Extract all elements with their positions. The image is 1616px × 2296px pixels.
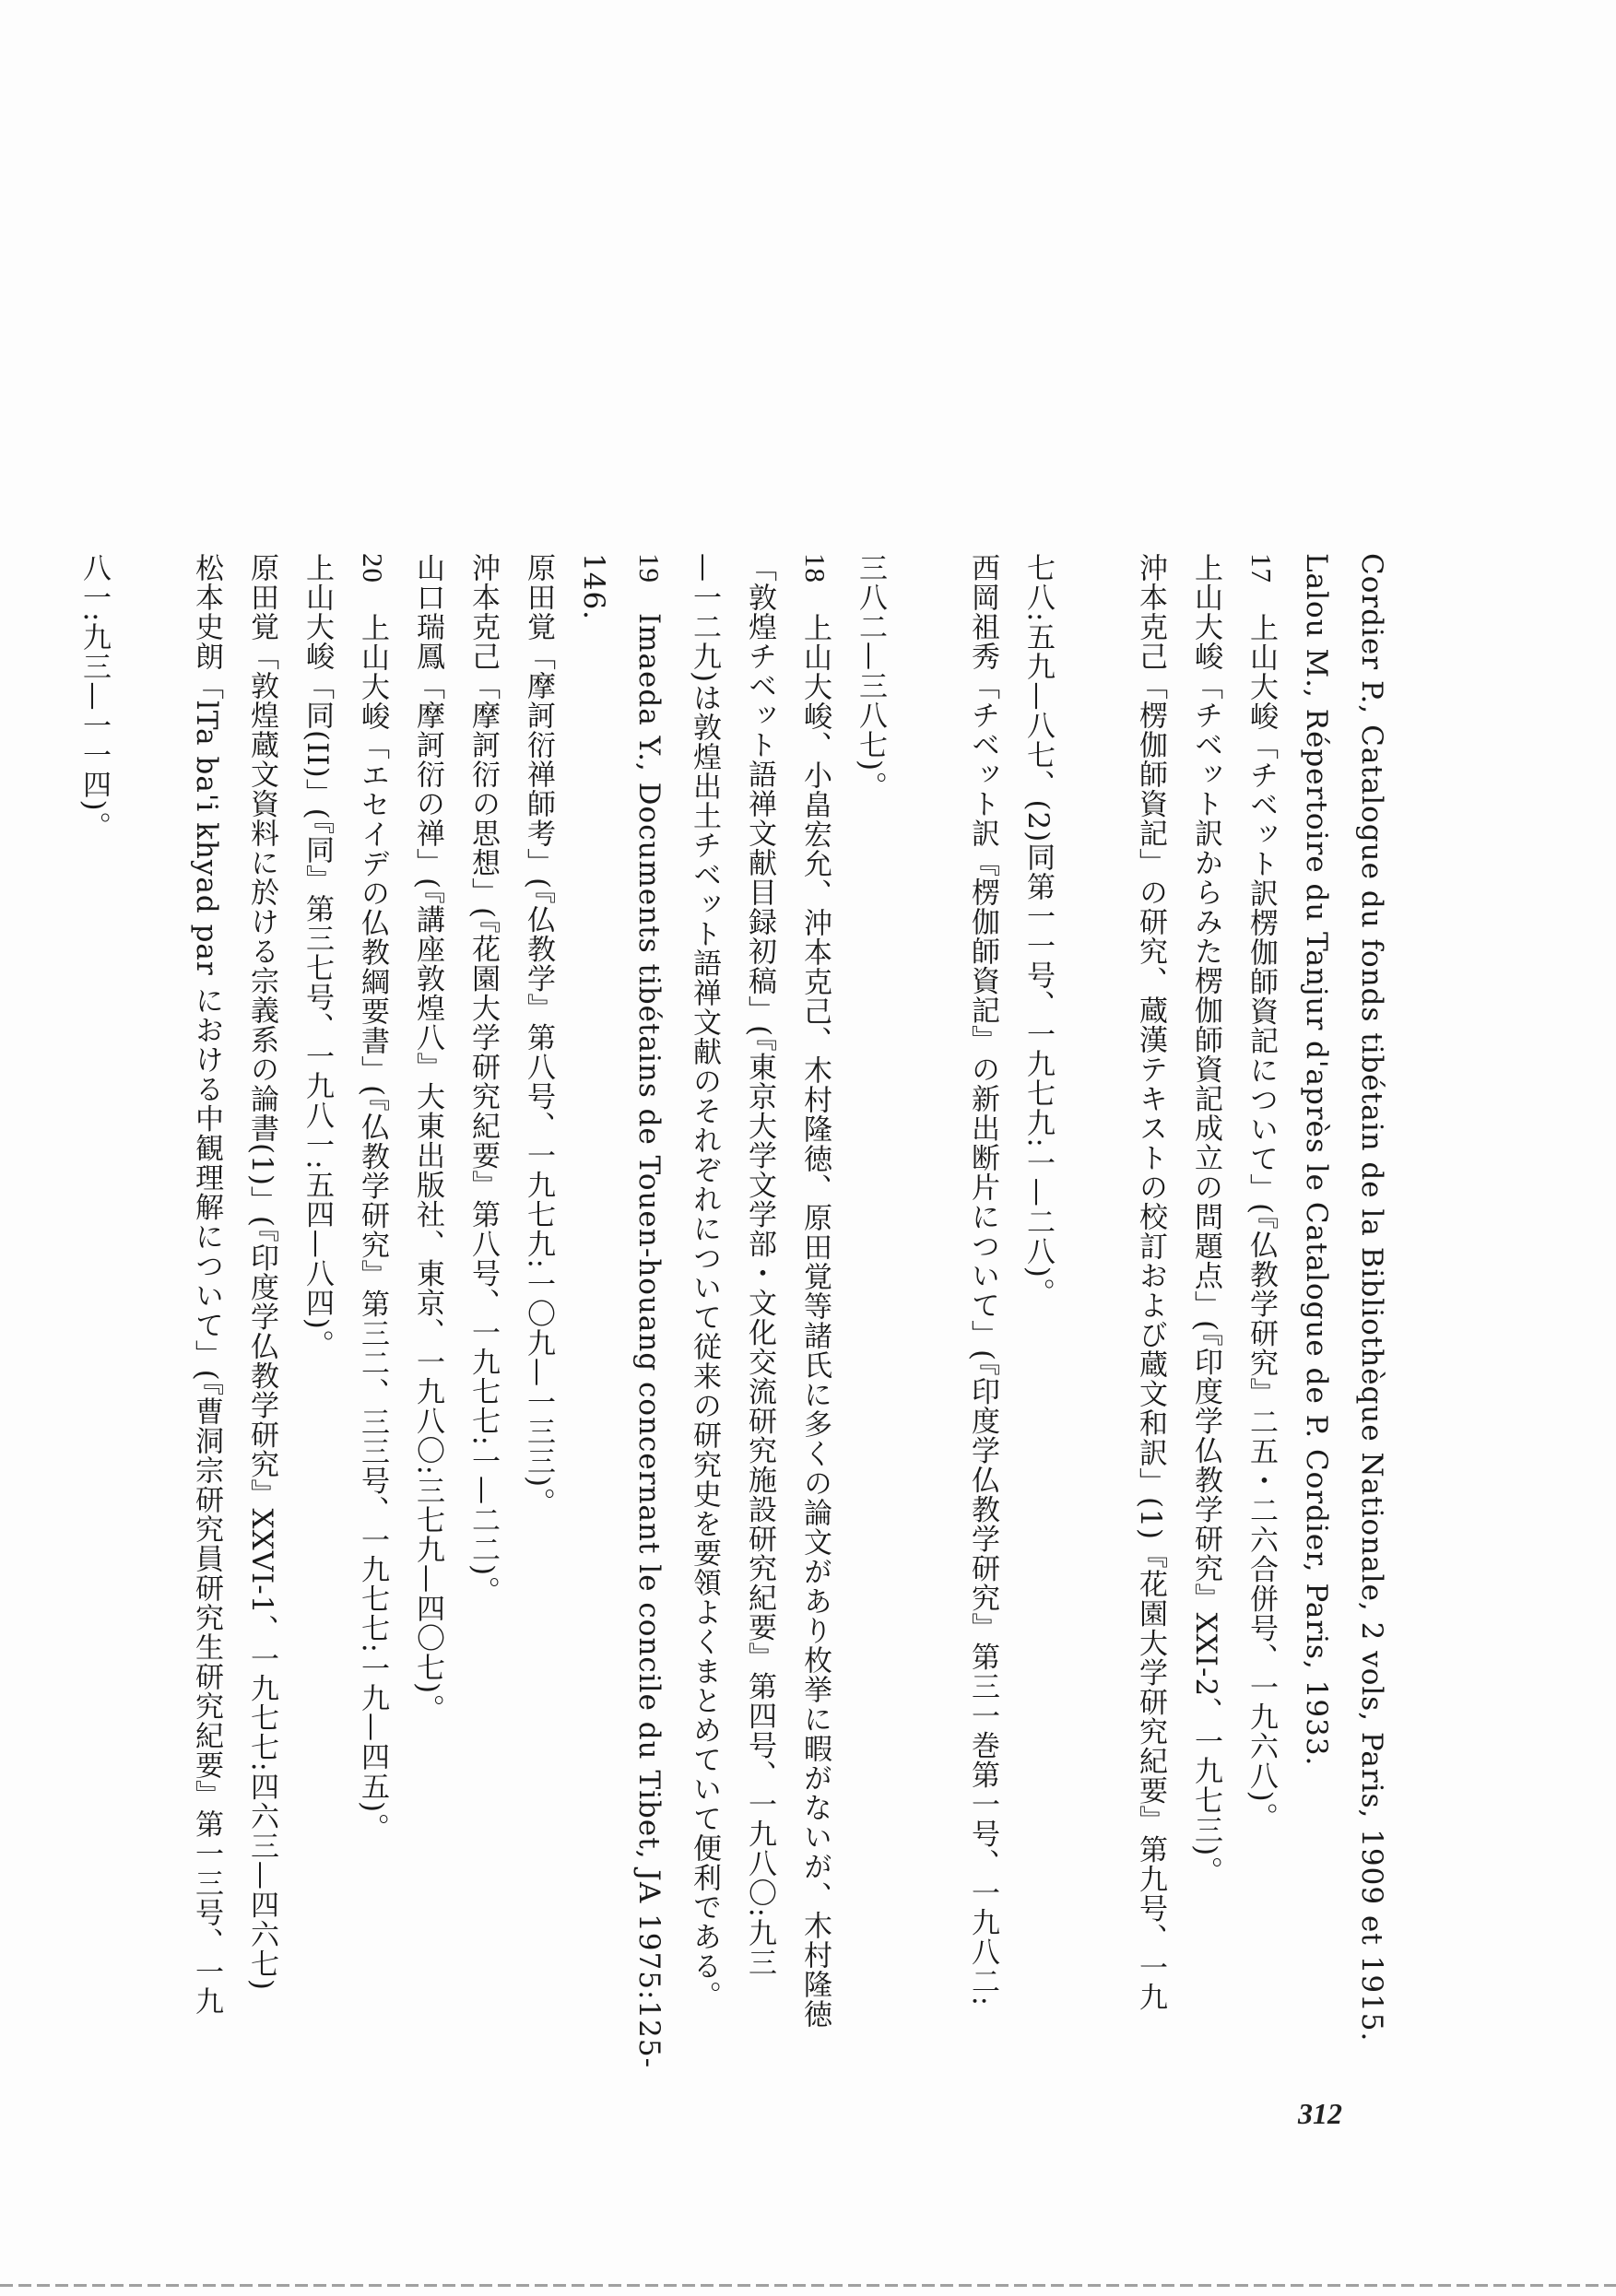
text-line [955, 553, 1010, 2138]
line-text: 三八二—三八七)。 [854, 553, 887, 802]
text-line [1344, 553, 1399, 2138]
text-line [400, 553, 455, 2138]
text-line [621, 553, 677, 2138]
line-text: 上山大峻「エセイデの仏教綱要書」(『仏教学研究』第三二、三三号、一九七七:一九—四五)。 [356, 613, 389, 1843]
endnotes-text [66, 553, 1399, 2138]
text-line [843, 553, 955, 2138]
scan-edge-rule [0, 2284, 1616, 2287]
line-text: 八一:九三—一一四)。 [77, 553, 111, 842]
line-text: 上山大峻「チベット訳からみた楞伽師資記成立の問題点」(『印度学仏教学研究』XXI-2、一九七三)。 [1189, 553, 1222, 1887]
line-text: 原田覚「摩訶衍禅師考」(『仏教学』第八号、一九七九:一〇九—一三三)。 [522, 553, 555, 1518]
line-text: 146. [577, 553, 610, 621]
line-text: Cordier P., Catalogue du fonds tibétain de la Bibliothèque Nationale, 2 vols, Paris, 1909 et 1915. [1355, 553, 1388, 2043]
text-line [1178, 553, 1233, 2138]
line-text: Lalou M., Répertoire du Tanjur d'après le Catalogue de P. Cordier, Paris, 1933. [1300, 553, 1333, 1767]
line-text: Imaeda Y., Documents tibétains de Touen-houang concernant le concile du Tibet, JA 1975:125- [632, 613, 666, 2069]
text-line [1123, 553, 1178, 2138]
text-line [234, 553, 289, 2138]
page-number: 312 [1298, 2097, 1342, 2130]
text-line [732, 553, 787, 2138]
note-number-gap [798, 583, 832, 613]
text-line [1233, 553, 1289, 2138]
text-line [455, 553, 511, 2138]
line-text: 西岡祖秀「チベット訳『楞伽師資記』の新出断片について」(『印度学仏教学研究』第三一巻第一号、一九八二: [966, 553, 999, 2008]
text-line [289, 553, 345, 2138]
text-line [345, 553, 400, 2138]
note-number-gap [632, 583, 666, 613]
note-number: 19 [633, 553, 666, 583]
note-number-gap [356, 583, 389, 613]
line-text: 沖本克己「楞伽師資記」の研究、蔵漢テキストの校訂および蔵文和訳」(1)『花園大学研究紀要』第九号、一九 [1134, 553, 1167, 2012]
text-line [677, 553, 732, 2138]
line-text: 原田覚「敦煌蔵文資料に於ける宗義系の論書(1)」(『印度学仏教学研究』XXVI-1、一九七七:四六三—四六七) [245, 553, 278, 1992]
line-text: —一二九)は敦煌出土チベット語禅文献のそれぞれについて従来の研究史を要領よくまとめていて便利である。 [688, 553, 721, 2011]
text-line [787, 553, 843, 2138]
text-line [1289, 553, 1344, 2138]
line-text: 上山大峻「同(II)」(『同』第三七号、一九八一:五四—八四)。 [301, 553, 334, 1360]
text-line [179, 553, 234, 2138]
text-line [511, 553, 566, 2138]
text-line [566, 553, 621, 2138]
line-text: 「敦煌チベット語禅文献目録初稿」(『東京大学文学部・文化交流研究施設研究紀要』第四号、一九八〇:九三 [743, 553, 776, 1978]
line-text: 山口瑞鳳「摩訶衍の禅」(『講座敦煌八』大東出版社、東京、一九八〇:三七九—四〇七)。 [411, 553, 444, 1725]
note-number: 18 [799, 553, 832, 583]
line-text: 上山大峻「チベット訳楞伽師資記について」(『仏教学研究』二五・二六合併号、一九六八)。 [1244, 613, 1278, 1832]
line-text: 沖本克己「摩訶衍の思想」(『花園大学研究紀要』第八号、一九七七:一—二二)。 [466, 553, 500, 1607]
note-number: 17 [1245, 553, 1278, 583]
line-text: 松本史朗「lTa ba'i khyad par における中観理解について」(『曹洞宗研究員研究生研究紀要』第一三号、一九 [190, 553, 223, 2017]
text-line [66, 553, 179, 2138]
note-number: 20 [357, 553, 389, 583]
line-text: 上山大峻、小畠宏允、沖本克己、木村隆徳、原田覚等諸氏に多くの論文があり枚挙に暇がないが、木村隆徳 [798, 613, 832, 2029]
text-line [1010, 553, 1123, 2138]
note-number-gap [1244, 583, 1278, 613]
line-text: 七八:五九—八七、(2)同第一一号、一九七九:一—二八)。 [1021, 553, 1055, 1308]
